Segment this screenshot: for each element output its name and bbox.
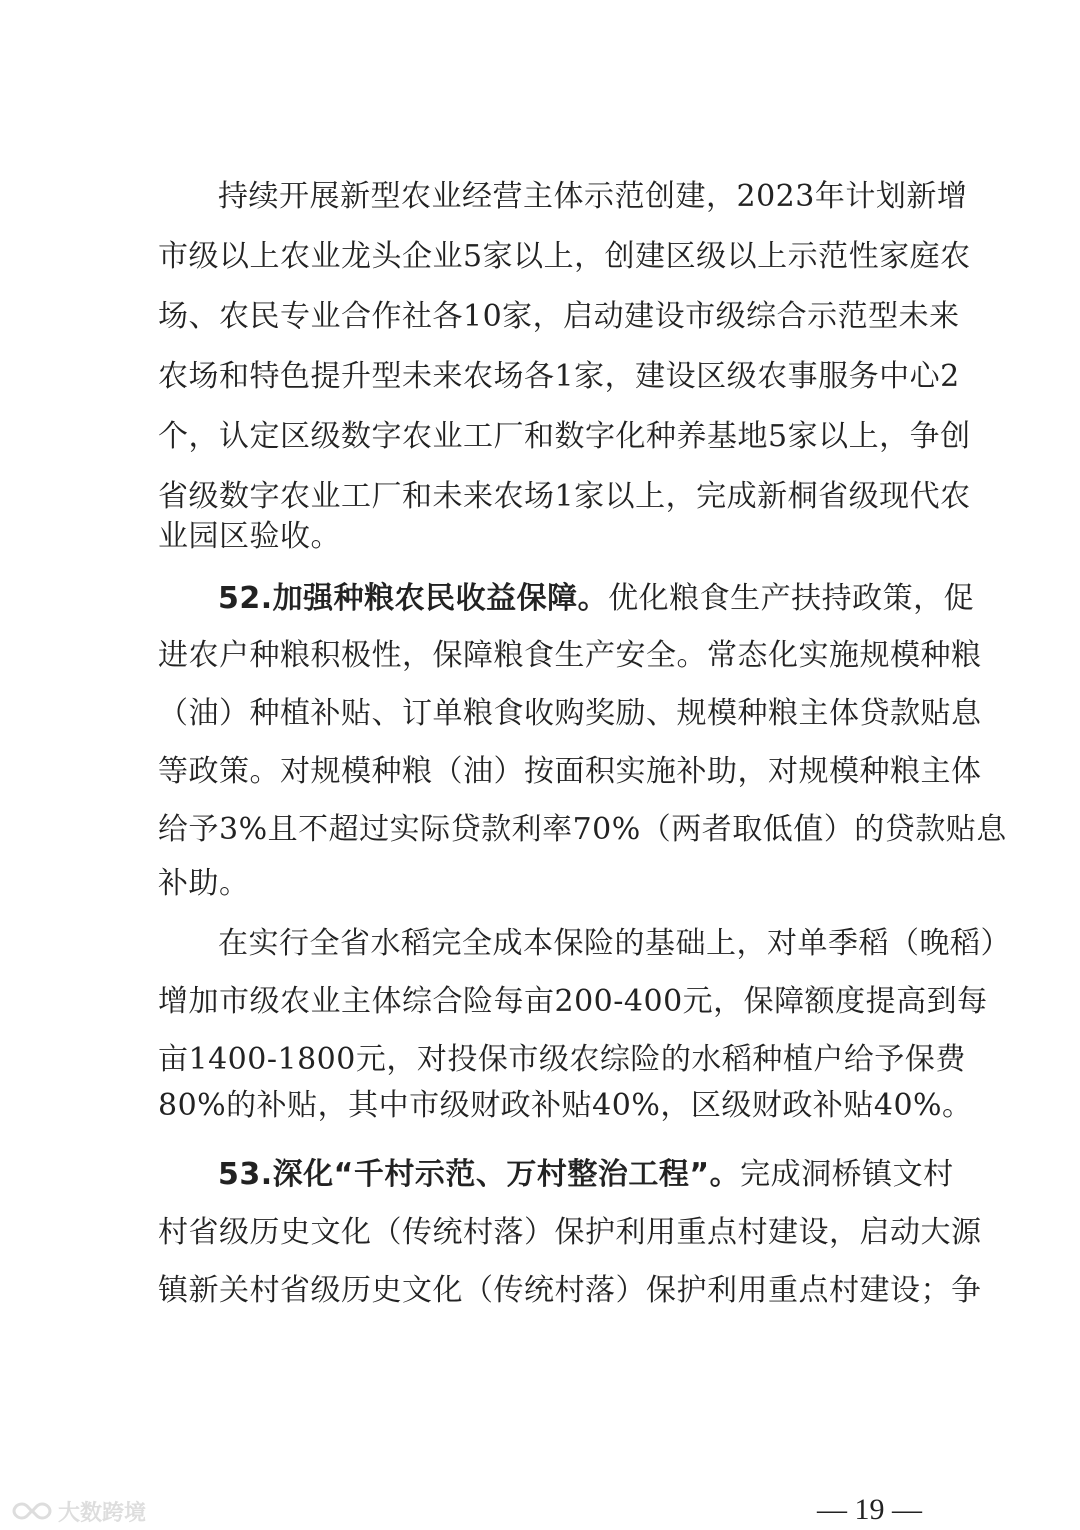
paragraph-2-line-4: 等政策。对规模种粮（油）按面积实施补助，对规模种粮主体 xyxy=(158,754,982,789)
paragraph-1-line-1: 持续开展新型农业经营主体示范创建，2023年计划新增 xyxy=(218,179,968,214)
paragraph-3-line-3: 亩1400-1800元，对投保市级农综险的水稻种植户给予保费 xyxy=(158,1042,966,1077)
paragraph-1-line-5: 个，认定区级数字农业工厂和数字化种养基地5家以上，争创 xyxy=(158,419,971,454)
paragraph-1-line-7: 业园区验收。 xyxy=(158,519,341,554)
paragraph-1-line-2: 市级以上农业龙头企业5家以上，创建区级以上示范性家庭农 xyxy=(158,239,971,274)
paragraph-1-line-3: 场、农民专业合作社各10家，启动建设市级综合示范型未来 xyxy=(158,299,960,334)
paragraph-2-line-3: （油）种植补贴、订单粮食收购奖励、规模种粮主体贷款贴息 xyxy=(158,696,982,731)
infinity-logo-icon xyxy=(12,1500,52,1522)
paragraph-1-line-4: 农场和特色提升型未来农场各1家，建设区级农事服务中心2 xyxy=(158,359,960,394)
paragraph-4-line-1 xyxy=(218,1155,954,1195)
paragraph-3-line-2: 增加市级农业主体综合险每亩200-400元，保障额度提高到每 xyxy=(158,984,988,1019)
item-52-heading: 52.加强种粮农民收益保障。 xyxy=(218,581,609,616)
page-number: — 19 — xyxy=(817,1493,922,1526)
paragraph-3-line-1: 在实行全省水稻完全成本保险的基础上，对单季稻（晚稻） xyxy=(218,926,1011,961)
paragraph-2-line-6: 补助。 xyxy=(158,866,250,901)
paragraph-3-line-4: 80%的补贴，其中市级财政补贴40%，区级财政补贴40%。 xyxy=(158,1088,973,1123)
watermark xyxy=(12,1495,146,1527)
paragraph-2-line-2: 进农户种粮积极性，保障粮食生产安全。常态化实施规模种粮 xyxy=(158,638,982,673)
item-53-line-1-text: 完成洞桥镇文村 xyxy=(740,1157,954,1192)
paragraph-4-line-3: 镇新关村省级历史文化（传统村落）保护利用重点村建设；争 xyxy=(158,1273,982,1308)
paragraph-4-line-2: 村省级历史文化（传统村落）保护利用重点村建设，启动大源 xyxy=(158,1215,982,1250)
item-53-heading: 53.深化“千村示范、万村整治工程”。 xyxy=(218,1157,741,1192)
item-52-line-1-text: 优化粮食生产扶持政策，促 xyxy=(608,581,975,616)
paragraph-2-line-1 xyxy=(218,579,975,619)
watermark-text: 大数跨境 xyxy=(58,1500,147,1526)
paragraph-2-line-5: 给予3%且不超过实际贷款利率70%（两者取低值）的贷款贴息 xyxy=(158,812,1007,847)
paragraph-1-line-6: 省级数字农业工厂和未来农场1家以上，完成新桐省级现代农 xyxy=(158,479,971,514)
